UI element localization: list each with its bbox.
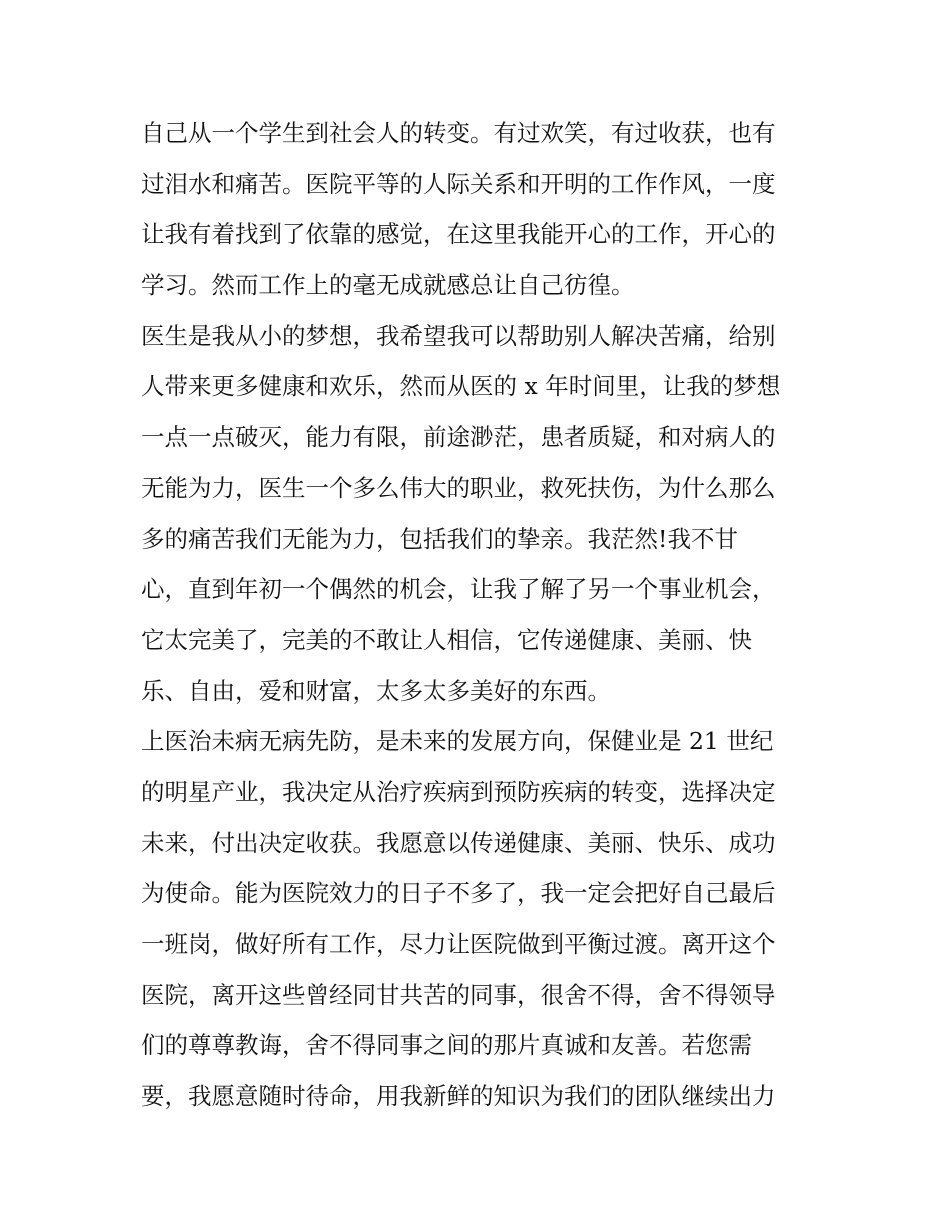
text-line: 一点一点破灭，能力有限，前途渺茫，患者质疑，和对病人的 — [141, 423, 776, 452]
text-line: 未来，付出决定收获。我愿意以传递健康、美丽、快乐、成功 — [141, 828, 776, 857]
text-line: 学习。然而工作上的毫无成就感总让自己彷徨。 — [141, 271, 635, 300]
text-line: 的明星产业，我决定从治疗疾病到预防疾病的转变，选择决定 — [141, 777, 776, 806]
text-line: 过泪水和痛苦。医院平等的人际关系和开明的工作作风，一度 — [141, 169, 776, 198]
text-line: 医生是我从小的梦想，我希望我可以帮助别人解决苦痛，给别 — [141, 321, 776, 350]
text-line: 们的尊尊教诲，舍不得同事之间的那片真诚和友善。若您需 — [141, 1031, 752, 1060]
text-line: 为使命。能为医院效力的日子不多了，我一定会把好自己最后 — [141, 879, 776, 908]
text-line: 一班岗，做好所有工作，尽力让医院做到平衡过渡。离开这个 — [141, 930, 776, 958]
text-line: 无能为力，医生一个多么伟大的职业，救死扶伤，为什么那么 — [141, 473, 776, 502]
text-line: 要，我愿意随时待命，用我新鲜的知识为我们的团队继续出力 — [141, 1082, 776, 1111]
text-line: 医院，离开这些曾经同甘共苦的同事，很舍不得，舍不得领导 — [141, 980, 776, 1009]
text-line: 乐、自由，爱和财富，太多太多美好的东西。 — [141, 676, 611, 705]
text-line: 人带来更多健康和欢乐，然而从医的 x 年时间里，让我的梦想 — [141, 372, 781, 401]
text-line: 它太完美了，完美的不敢让人相信，它传递健康、美丽、快 — [141, 625, 752, 654]
text-line: 上医治未病无病先防，是未来的发展方向，保健业是 21 世纪 — [141, 727, 774, 756]
body-text — [141, 108, 821, 1122]
text-line: 多的痛苦我们无能为力，包括我们的挚亲。我茫然!我不甘 — [141, 524, 738, 553]
text-line: 让我有着找到了依靠的感觉，在这里我能开心的工作，开心的 — [141, 220, 776, 249]
text-line: 自己从一个学生到社会人的转变。有过欢笑，有过收获，也有 — [141, 119, 776, 147]
text-line: 心，直到年初一个偶然的机会，让我了解了另一个事业机会， — [141, 575, 776, 604]
